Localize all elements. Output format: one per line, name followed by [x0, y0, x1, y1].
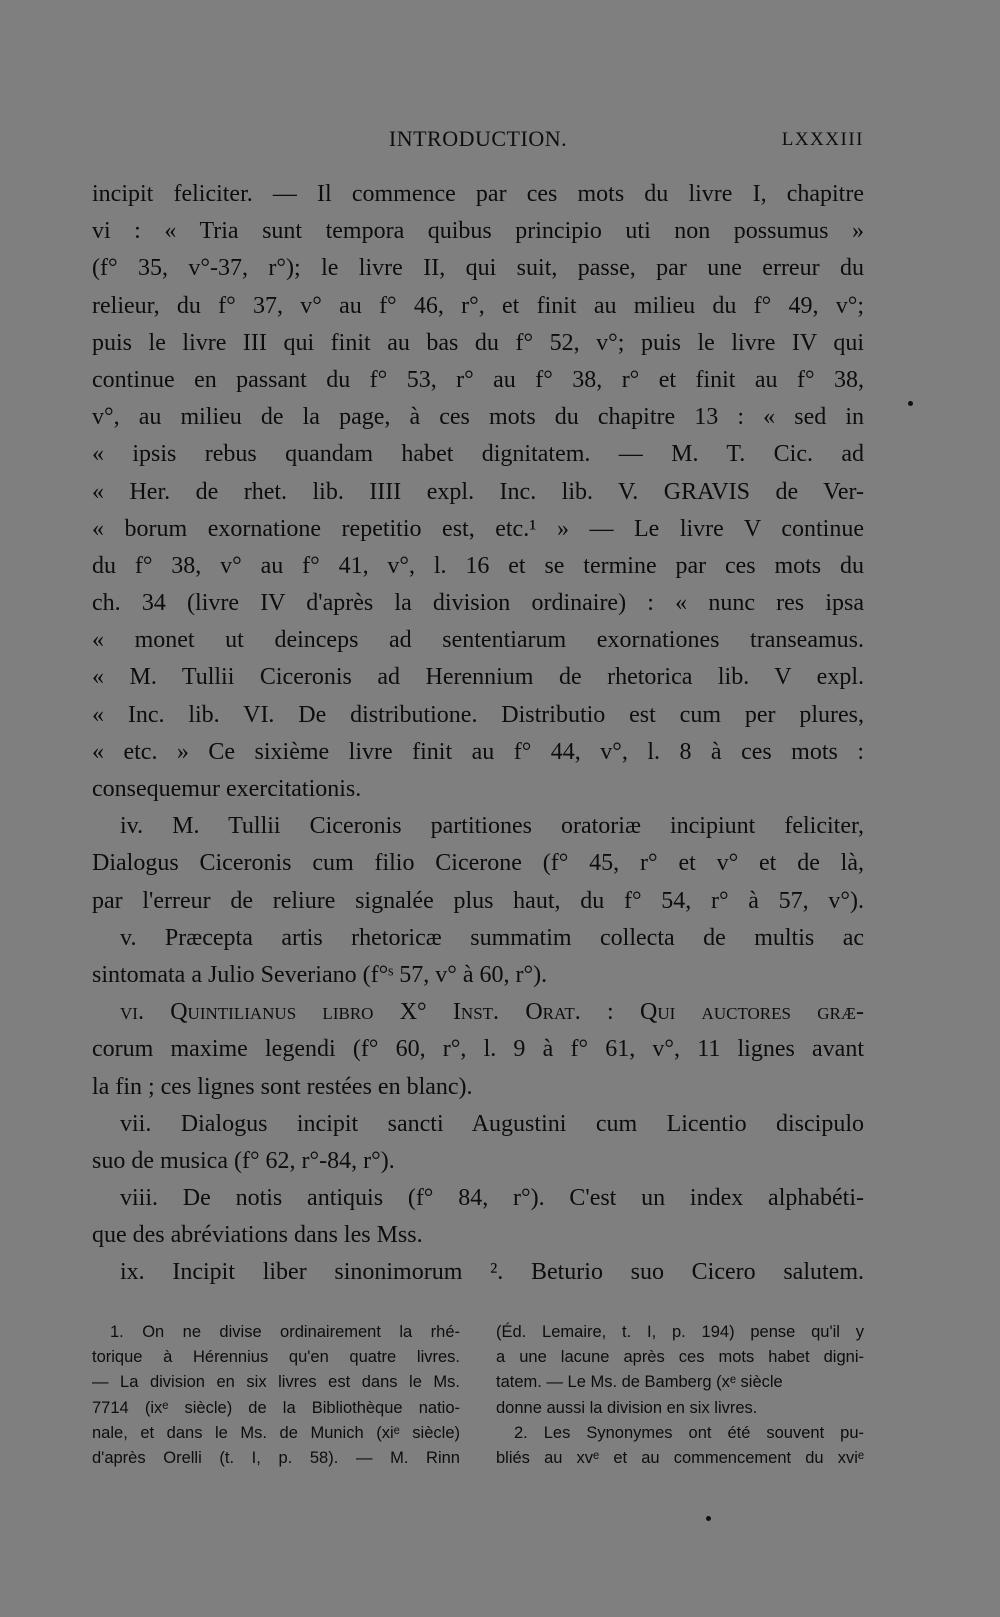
footnote-line: a une lacune après ces mots habet digni- — [496, 1348, 864, 1367]
running-header — [92, 126, 864, 156]
text-line: « Her. de rhet. lib. IIII expl. Inc. lib. V. GRAVIS de Ver- — [92, 478, 864, 505]
text-line: Dialogus Ciceronis cum filio Cicerone (f° 45, r° et v° et de là, — [92, 850, 864, 877]
text-line: consequemur exercitationis. — [92, 776, 362, 802]
text-line: la fin ; ces lignes sont restées en blanc). — [92, 1073, 473, 1100]
main-text — [92, 176, 864, 1292]
text-line: « M. Tullii Ciceronis ad Herennium de rhetorica lib. V expl. — [92, 664, 864, 691]
text-line: « monet ut deinceps ad sententiarum exornationes transeamus. — [92, 627, 864, 654]
text-line: par l'erreur de reliure signalée plus haut, du f° 54, r° à 57, v°). — [92, 887, 864, 914]
footnote-line: 1. On ne divise ordinairement la rhé- — [110, 1323, 460, 1341]
text-line: v°, au milieu de la page, à ces mots du chapitre 13 : « sed in — [92, 404, 864, 431]
footnote-line: nale, et dans le Ms. de Munich (xiᵉ siècle) — [92, 1423, 460, 1442]
speck-mark — [706, 1516, 711, 1521]
footnote-line: torique à Hérennius qu'en quatre livres. — [92, 1348, 460, 1367]
text-line: iv. M. Tullii Ciceronis partitiones oratoriæ incipiunt feliciter, — [120, 813, 864, 840]
text-line: vi : « Tria sunt tempora quibus principio uti non possumus » — [92, 218, 864, 245]
footnote-line: — La division en six livres est dans le Ms. — [92, 1373, 460, 1392]
text-line: vii. Dialogus incipit sancti Augustini cum Licentio discipulo — [120, 1110, 864, 1137]
text-line: v. Præcepta artis rhetoricæ summatim collecta de multis ac — [120, 924, 864, 951]
footnote-line: 7714 (ixᵉ siècle) de la Bibliothèque natio- — [92, 1398, 460, 1417]
text-line: vi. Quintilianus libro X° Inst. Orat. : Qui auctores græ- — [120, 999, 864, 1026]
footnotes-right-column — [496, 1320, 864, 1471]
footnotes — [92, 1320, 864, 1471]
text-line: puis le livre III qui finit au bas du f° 52, v°; puis le livre IV qui — [92, 329, 864, 356]
footnote-line: donne aussi la division en six livres. — [496, 1398, 758, 1417]
text-line: (f° 35, v°-37, r°); le livre II, qui suit, passe, par une erreur du — [92, 255, 864, 282]
text-line: « etc. » Ce sixième livre finit au f° 44, v°, l. 8 à ces mots : — [92, 738, 864, 765]
text-line: ch. 34 (livre IV d'après la division ordinaire) : « nunc res ipsa — [92, 590, 864, 617]
text-line: incipit feliciter. — Il commence par ces mots du livre I, chapitre — [92, 181, 864, 207]
running-title: INTRODUCTION. — [388, 126, 568, 151]
speck-mark — [908, 401, 913, 406]
text-line: continue en passant du f° 53, r° au f° 38, r° et finit au f° 38, — [92, 366, 864, 393]
text-line: sintomata a Julio Severiano (f°ˢ 57, v° à 60, r°). — [92, 961, 548, 988]
text-line: « Inc. lib. VI. De distributione. Distributio est cum per plures, — [92, 701, 864, 728]
text-line: viii. De notis antiquis (f° 84, r°). C'est un index alphabéti- — [120, 1185, 864, 1212]
footnote-line: bliés au xvᵉ et au commencement du xviᵉ — [496, 1448, 864, 1467]
text-line: ix. Incipit liber sinonimorum ². Beturio suo Cicero salutem. — [120, 1259, 864, 1286]
text-line: que des abréviations dans les Mss. — [92, 1222, 423, 1249]
text-line: suo de musica (f° 62, r°-84, r°). — [92, 1147, 395, 1174]
footnote-line: d'après Orelli (t. I, p. 58). — M. Rinn — [92, 1448, 460, 1467]
text-line: du f° 38, v° au f° 41, v°, l. 16 et se termine par ces mots du — [92, 552, 864, 579]
footnote-line: (Éd. Lemaire, t. I, p. 194) pense qu'il y — [496, 1323, 864, 1341]
footnotes-left-column — [92, 1320, 460, 1471]
footnote-line: tatem. — Le Ms. de Bamberg (xᵉ siècle — [496, 1373, 783, 1392]
text-line: « borum exornatione repetitio est, etc.¹ » — Le livre V continue — [92, 515, 864, 542]
text-line: corum maxime legendi (f° 60, r°, l. 9 à f° 61, v°, 11 lignes avant — [92, 1036, 864, 1063]
footnote-line: 2. Les Synonymes ont été souvent pu- — [514, 1423, 864, 1442]
page-number: LXXXIII — [781, 129, 864, 150]
text-line: relieur, du f° 37, v° au f° 46, r°, et finit au milieu du f° 49, v°; — [92, 292, 864, 319]
text-line: « ipsis rebus quandam habet dignitatem. — M. T. Cic. ad — [92, 441, 864, 468]
